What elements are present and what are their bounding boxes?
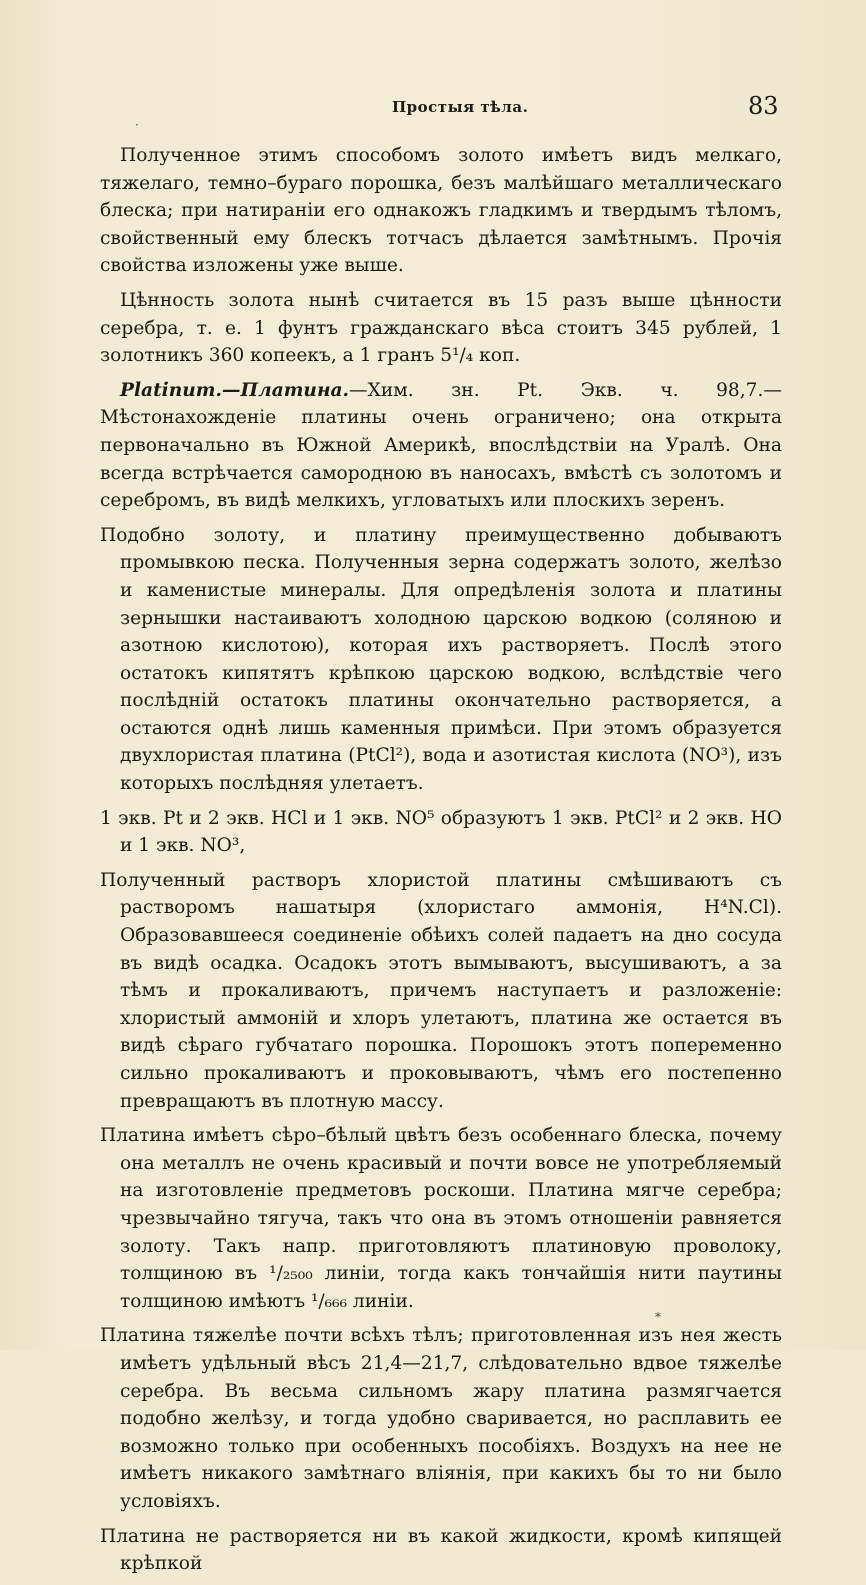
- body-text: [100, 142, 782, 1585]
- running-title: Простыя тѣла.: [392, 98, 529, 116]
- paragraph-platinum-extraction: Подобно золоту, и платину преимущественно добываютъ промывкою песка. Полученныя зерна содержатъ золото, желѣзо и каменистые минералы. Для опредѣленія золота и платины зернышки настаиваютъ холодною царскою водкою (соляною и азотною кислотою), которая ихъ растворяетъ. Послѣ этого остатокъ кипятятъ крѣпкою царскою водкою, вслѣдствіе чего послѣдній остатокъ платины окончательно растворяется, а остаются однѣ лишь каменныя примѣси. При этомъ образуется двухлористая платина (PtCl²), вода и азотистая кислота (NO³), изъ которыхъ послѣдняя улетаетъ.: [100, 524, 782, 795]
- paragraph-reaction-equation: 1 экв. Pt и 2 экв. HCl и 1 экв. NO⁵ образуютъ 1 экв. PtCl² и 2 экв. HO и 1 экв. NO³,: [100, 807, 782, 857]
- paragraph-platinum-properties: Платина имѣетъ сѣро–бѣлый цвѣтъ безъ особеннаго блеска, почему она металлъ не очень красивый и почти вовсе не употребляемый на изготовленіе предметовъ роскоши. Платина мягче серебра; чрезвычайно тягуча, такъ что она въ этомъ отношеніи равняется золоту. Такъ напр. приготовляютъ платиновую проволоку, толщиною въ ¹/₂₅₀₀ линіи, тогда какъ тончайшія нити паутины толщиною имѣютъ ¹/₆₆₆ линіи.: [100, 1125, 782, 1312]
- page-number: 83: [748, 92, 779, 120]
- print-speck: *: [655, 1310, 661, 1324]
- page-header: [0, 92, 866, 122]
- print-speck: ·: [135, 118, 139, 132]
- paragraph-platinum-density: Платина тяжелѣе почти всѣхъ тѣлъ; приготовленная изъ нея жесть имѣетъ удѣльный вѣсъ 21,4—21,7, слѣдовательно вдвое тяжелѣе серебра. Въ весьма сильномъ жару платина размягчается подобно желѣзу, и тогда удобно сваривается, но расплавить ее возможно только при особенныхъ пособіяхъ. Воздухъ на нее не имѣетъ никакого замѣтнаго вліянія, при какихъ бы то ни было условіяхъ.: [100, 1325, 782, 1512]
- paragraph-ammonium-precipitate: Полученный растворъ хлористой платины смѣшиваютъ съ растворомъ нашатыря (хлористаго аммонія, H⁴N.Cl). Образовавшееся соединеніе обѣихъ солей падаетъ на дно сосуда въ видѣ осадка. Осадокъ этотъ вымываютъ, высушиваютъ, а за тѣмъ и прокаливаютъ, причемъ наступаетъ и разложеніе: хлористый аммоній и хлоръ улетаютъ, платина же остается въ видѣ сѣраго губчатаго порошка. Порошокъ этотъ попеременно сильно прокаливаютъ и проковываютъ, чѣмъ его постепенно превращаютъ въ плотную массу.: [100, 869, 782, 1112]
- paragraph-gold-value: Цѣнность золота нынѣ считается въ 15 разъ выше цѣнности серебра, т. е. 1 фунтъ гражданскаго вѣса стоитъ 345 рублей, 1 золотникъ 360 копеекъ, а 1 гранъ 5¹/₄ коп.: [100, 289, 782, 367]
- paragraph-platinum-intro: Platinum.—Платина.—Хим. зн. Pt. Экв. ч. 98,7.—Мѣстонахожденіе платины очень ограничено; она открыта первоначально въ Южной Америкѣ, впослѣдствіи на Уралѣ. Она всегда встрѣчается самородною въ наносахъ, вмѣстѣ съ золотомъ и серебромъ, въ видѣ мелкихъ, угловатыхъ или плоскихъ зеренъ.: [100, 379, 782, 512]
- paragraph-platinum-solubility: Платина не растворяется ни въ какой жидкости, кромѣ кипящей крѣпкой: [100, 1525, 782, 1575]
- paragraph-gold-appearance: Полученное этимъ способомъ золото имѣетъ видъ мелкаго, тяжелаго, темно–бураго порошка, безъ малѣйшаго металлическаго блеска; при натираніи его однакожъ гладкимъ и твердымъ тѣломъ, свойственный ему блескъ тотчасъ дѣлается замѣтнымъ. Прочія свойства изложены уже выше.: [100, 145, 782, 277]
- platinum-heading: Platinum.—Платина.: [120, 379, 350, 401]
